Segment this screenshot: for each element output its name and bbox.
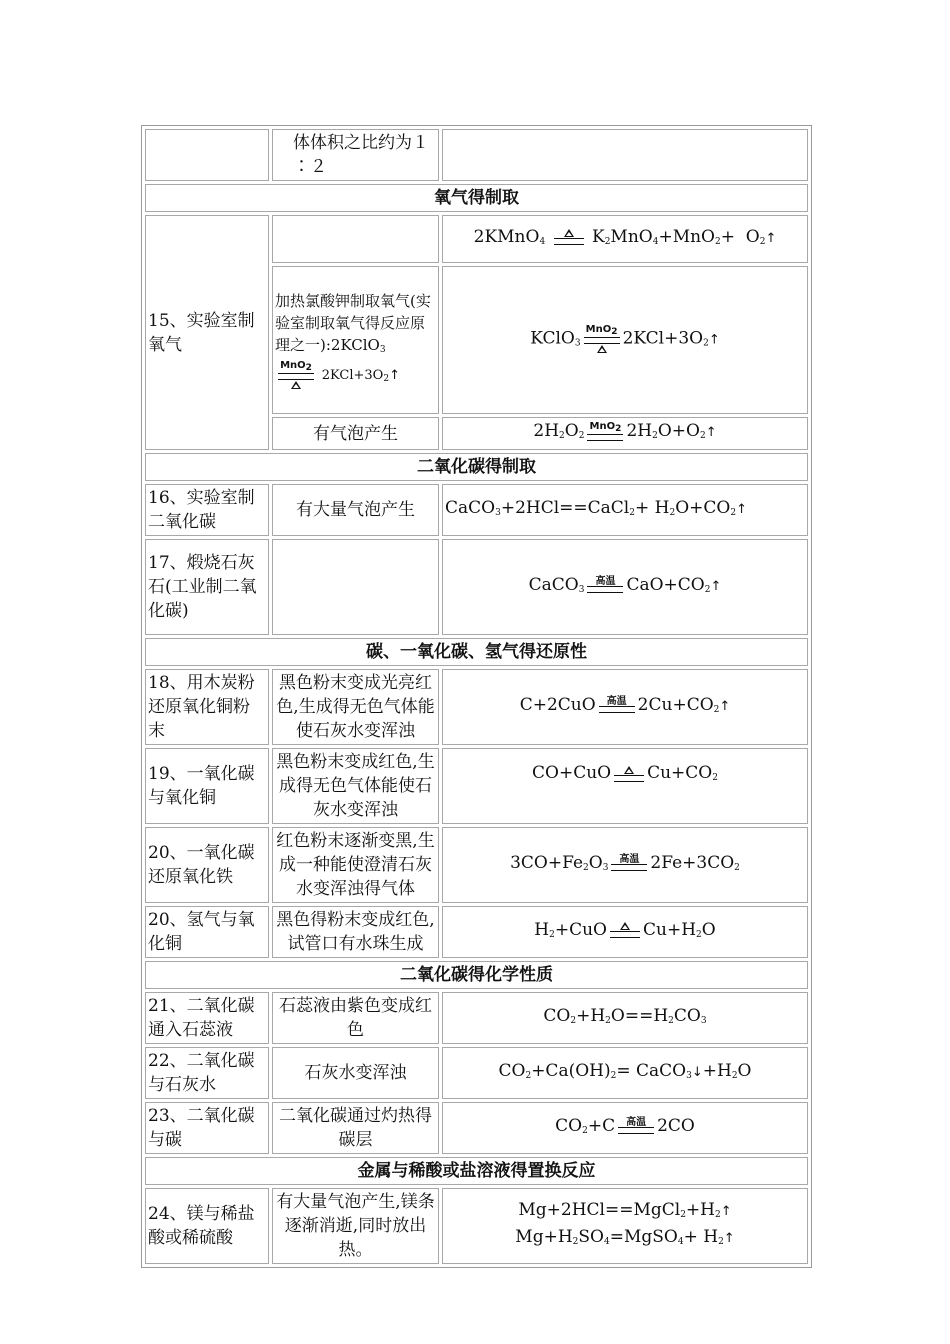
equation-caco3-hcl: CaCO$_3$+2HCl==CaCl$_2$+ $H_2O+CO_2↑$ bbox=[442, 484, 808, 536]
table-row bbox=[145, 669, 808, 745]
cell-observation: 黑色粉末变成红色,生成得无色气体能使石灰水变浑浊 bbox=[272, 748, 439, 824]
cell-experiment-name: 20、一氧化碳还原氧化铁 bbox=[145, 827, 269, 903]
cell-experiment-name: 21、二氧化碳通入石蕊液 bbox=[145, 992, 269, 1044]
cell-observation: 有大量气泡产生,镁条逐渐消逝,同时放出热。 bbox=[272, 1188, 439, 1264]
cell-observation: 黑色得粉末变成红色,试管口有水珠生成 bbox=[272, 906, 439, 958]
table-row bbox=[145, 539, 808, 635]
equation-mg-acid: $Mg+2HCl==MgCl_2+H_2↑$ $Mg+H_2SO_4=MgSO_4+$ $H_2↑$ bbox=[442, 1188, 808, 1264]
cell-observation: 石蕊液由紫色变成红色 bbox=[272, 992, 439, 1044]
table-row bbox=[145, 484, 808, 536]
section-row bbox=[145, 1157, 808, 1185]
table-row bbox=[145, 1047, 808, 1099]
cell bbox=[272, 539, 439, 635]
section-row bbox=[145, 184, 808, 212]
cell-observation: 有气泡产生 bbox=[272, 417, 439, 450]
section-heading-co2-properties: 二氧化碳得化学性质 bbox=[145, 961, 808, 989]
cell-experiment-name: 16、实验室制二氧化碳 bbox=[145, 484, 269, 536]
equation-co2-limewater: $CO_2+Ca(OH)_2=$ $CaCO_3↓+H_2O$ bbox=[442, 1047, 808, 1099]
high-temp-condition-icon: 高温 bbox=[599, 697, 635, 713]
equation-kmno4: 2KMnO$_4$ $K_2MnO_4+MnO_2+$ $O_2↑$ bbox=[442, 215, 808, 263]
cell-observation: 红色粉末逐渐变黑,生成一种能使澄清石灰水变浑浊得气体 bbox=[272, 827, 439, 903]
table-row bbox=[145, 827, 808, 903]
equation-co-cuo: CO+CuO $Cu+CO_2$ bbox=[442, 748, 808, 824]
table-row bbox=[145, 1188, 808, 1264]
table-row bbox=[145, 1102, 808, 1154]
equation-h2o2: $2H_2O_2$ MnO$_2$ $2H_2O+O_2↑$ bbox=[442, 417, 808, 450]
equation-c-cuo: C+2CuO 高温 $2Cu+CO_2↑$ bbox=[442, 669, 808, 745]
cell-experiment-name: 18、用木炭粉还原氧化铜粉末 bbox=[145, 669, 269, 745]
high-temp-condition-icon: 高温 bbox=[618, 1118, 654, 1134]
cell-observation: 加热氯酸钾制取氧气(实验室制取氧气得反应原理之一):2KClO$_3$ MnO$_2$ $2KCl+3O_2↑$ bbox=[272, 266, 439, 414]
equation-co2-c: $CO_2+C$ 高温 2CO bbox=[442, 1102, 808, 1154]
section-heading-oxygen: 氧气得制取 bbox=[145, 184, 808, 212]
table-row bbox=[145, 215, 808, 263]
cell-experiment-name: 24、镁与稀盐酸或稀硫酸 bbox=[145, 1188, 269, 1264]
cell-observation: 黑色粉末变成光亮红色,生成得无色气体能使石灰水变浑浊 bbox=[272, 669, 439, 745]
high-temp-condition-icon: 高温 bbox=[611, 855, 647, 871]
section-heading-displacement: 金属与稀酸或盐溶液得置换反应 bbox=[145, 1157, 808, 1185]
section-row bbox=[145, 638, 808, 666]
high-temp-condition-icon: 高温 bbox=[587, 577, 623, 593]
cell-observation: 二氧化碳通过灼热得碳层 bbox=[272, 1102, 439, 1154]
section-heading-reduction: 碳、一氧化碳、氢气得还原性 bbox=[145, 638, 808, 666]
cell bbox=[442, 129, 808, 181]
cell-experiment-name: 22、二氧化碳与石灰水 bbox=[145, 1047, 269, 1099]
cell: 体体积之比约为１∶２ bbox=[272, 129, 439, 181]
equation-kclo3: KClO$_3$ MnO$_2$ $2KCl+3O_2↑$ bbox=[442, 266, 808, 414]
cell-experiment-name: 19、一氧化碳与氧化铜 bbox=[145, 748, 269, 824]
mno2-heat-condition-icon: MnO$_2$ bbox=[278, 361, 314, 389]
mno2-condition-icon: MnO$_2$ bbox=[587, 422, 623, 441]
heat-condition-icon bbox=[554, 229, 584, 245]
table-row bbox=[145, 906, 808, 958]
equation-co2-h2o: $CO_2+H_2O==H_2CO_3$ bbox=[442, 992, 808, 1044]
section-heading-co2-prep: 二氧化碳得制取 bbox=[145, 453, 808, 481]
equation-co-fe2o3: $3CO+Fe_2O_3$ 高温 $2Fe+3CO_2$ bbox=[442, 827, 808, 903]
section-row bbox=[145, 961, 808, 989]
table-row bbox=[145, 748, 808, 824]
reaction-table bbox=[141, 125, 812, 1268]
mno2-heat-condition-icon: MnO$_2$ bbox=[584, 325, 620, 353]
heat-condition-icon bbox=[614, 766, 644, 782]
section-row bbox=[145, 453, 808, 481]
equation-h2-cuo: $H_2+CuO$ $Cu+H_2O$ bbox=[442, 906, 808, 958]
table-row bbox=[145, 129, 808, 181]
cell-experiment-name: 17、煅烧石灰石(工业制二氧化碳) bbox=[145, 539, 269, 635]
cell-experiment-name: 20、氢气与氧化铜 bbox=[145, 906, 269, 958]
cell-experiment-name: 15、实验室制氧气 bbox=[145, 215, 269, 450]
cell-observation: 有大量气泡产生 bbox=[272, 484, 439, 536]
cell-experiment-name: 23、二氧化碳与碳 bbox=[145, 1102, 269, 1154]
heat-condition-icon bbox=[610, 922, 640, 938]
cell bbox=[272, 215, 439, 263]
cell bbox=[145, 129, 269, 181]
cell-observation: 石灰水变浑浊 bbox=[272, 1047, 439, 1099]
equation-caco3-decompose: CaCO$_3$ 高温 $CaO+CO_2↑$ bbox=[442, 539, 808, 635]
table-row bbox=[145, 992, 808, 1044]
